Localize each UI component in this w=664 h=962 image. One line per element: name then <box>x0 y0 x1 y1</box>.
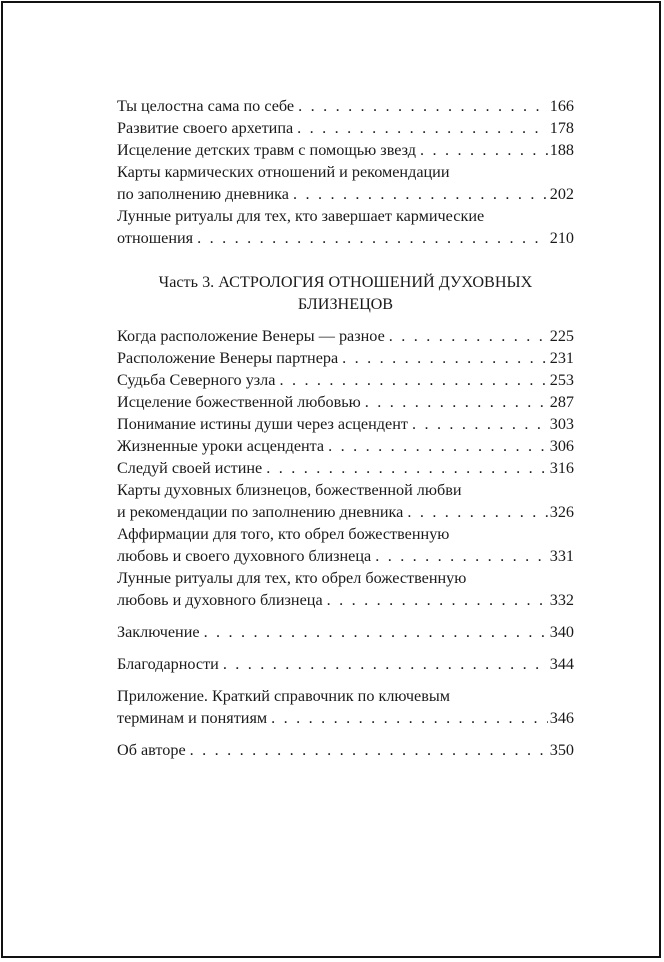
dot-leader <box>279 369 547 391</box>
toc-entry-title-line1: Приложение. Краткий справочник по ключевым <box>117 687 450 705</box>
toc-entry-conclusion[interactable] <box>117 621 574 643</box>
dot-leader <box>190 739 548 761</box>
toc-entry-page: 287 <box>549 393 574 411</box>
dot-leader <box>327 589 548 611</box>
toc-entry-title: Развитие своего архетипа <box>117 119 294 137</box>
toc-entry-title-line1: Лунные ритуалы для тех, кто завершает кармические <box>117 207 485 225</box>
dot-leader <box>407 501 547 523</box>
toc-entry-title-line2: и рекомендации по заполнению дневника <box>117 503 404 521</box>
section-heading[interactable] <box>117 271 574 315</box>
dot-leader <box>328 435 548 457</box>
toc-entry-appendix[interactable] <box>117 685 574 729</box>
toc-entry-page: 331 <box>549 547 574 565</box>
toc-entry[interactable] <box>117 347 574 369</box>
toc-entry-title: Следуй своей истине <box>117 459 263 477</box>
toc-entry-title: Судьба Северного узла <box>117 371 276 389</box>
toc-entry-title-line2: любовь и своего духовного близнеца <box>117 547 372 565</box>
toc-entry-title-line2: любовь и духовного близнеца <box>117 591 323 609</box>
toc-entry-page: 188 <box>549 141 574 159</box>
toc-entry-page: 253 <box>549 371 574 389</box>
toc-entry[interactable] <box>117 369 574 391</box>
toc-entry-page: 316 <box>549 459 574 477</box>
toc-entry-title-line2: отношения <box>117 229 194 247</box>
toc-entry-page: 306 <box>549 437 574 455</box>
toc-entry-page: 350 <box>549 741 574 759</box>
toc-entry-title: Расположение Венеры партнера <box>117 349 339 367</box>
toc-entry-title: Исцеление божественной любовью <box>117 393 361 411</box>
toc-entry-title-line1: Карты кармических отношений и рекомендации <box>117 163 450 181</box>
section-heading-line2: БЛИЗНЕЦОВ <box>297 295 394 313</box>
dot-leader <box>271 707 548 729</box>
toc-entry-title-line1: Аффирмации для того, кто обрел божественную <box>117 525 450 543</box>
toc-entry-page: 210 <box>549 229 574 247</box>
toc-entry-title-line2: по заполнению дневника <box>117 185 289 203</box>
dot-leader <box>389 325 548 347</box>
dot-leader <box>298 95 548 117</box>
toc-entry[interactable] <box>117 435 574 457</box>
toc-entry-title: Исцеление детских травм с помощью звезд <box>117 141 416 159</box>
book-page <box>1 1 661 958</box>
dot-leader <box>420 139 548 161</box>
toc-entry-acknowledgements[interactable] <box>117 653 574 675</box>
toc-entry-page: 346 <box>549 709 574 727</box>
toc-entry-page: 344 <box>549 655 574 673</box>
dot-leader <box>375 545 548 567</box>
toc-entry-title-line2: терминам и понятиям <box>117 709 268 727</box>
toc-entry-title: Понимание истины души через асцендент <box>117 415 408 433</box>
toc-entry-page: 326 <box>549 503 574 521</box>
toc-entry[interactable] <box>117 391 574 413</box>
toc-entry-page: 166 <box>549 97 574 115</box>
toc-entry[interactable] <box>117 205 574 249</box>
dot-leader <box>342 347 548 369</box>
dot-leader <box>266 457 547 479</box>
toc-entry-page: 202 <box>549 185 574 203</box>
toc-entry[interactable] <box>117 117 574 139</box>
toc-entry-page: 303 <box>549 415 574 433</box>
dot-leader <box>197 227 548 249</box>
dot-leader <box>365 391 548 413</box>
toc-entry[interactable] <box>117 95 574 117</box>
dot-leader <box>412 413 548 435</box>
toc-entry-title: Жизненные уроки асцендента <box>117 437 325 455</box>
toc-entry[interactable] <box>117 139 574 161</box>
table-of-contents <box>117 95 574 761</box>
dot-leader <box>223 653 548 675</box>
toc-entry-page: 332 <box>549 591 574 609</box>
toc-entry[interactable] <box>117 413 574 435</box>
toc-entry[interactable] <box>117 523 574 567</box>
toc-entry-page: 225 <box>549 327 574 345</box>
toc-entry[interactable] <box>117 325 574 347</box>
section-heading-line1: Часть 3. АСТРОЛОГИЯ ОТНОШЕНИЙ ДУХОВНЫХ <box>158 273 533 291</box>
dot-leader <box>293 183 548 205</box>
toc-entry-page: 340 <box>549 623 574 641</box>
toc-entry-title-line1: Лунные ритуалы для тех, кто обрел божественную <box>117 569 467 587</box>
toc-entry[interactable] <box>117 479 574 523</box>
toc-entry[interactable] <box>117 161 574 205</box>
toc-entry-title: Ты целостна сама по себе <box>117 97 295 115</box>
toc-entry-title: Заключение <box>117 623 200 641</box>
toc-entry-about-author[interactable] <box>117 739 574 761</box>
toc-entry-page: 178 <box>549 119 574 137</box>
toc-entry[interactable] <box>117 457 574 479</box>
toc-entry-title: Благодарности <box>117 655 219 673</box>
toc-entry-title: Об авторе <box>117 741 186 759</box>
toc-entry-title: Когда расположение Венеры — разное <box>117 327 385 345</box>
dot-leader <box>204 621 548 643</box>
toc-entry-page: 231 <box>549 349 574 367</box>
toc-entry[interactable] <box>117 567 574 611</box>
toc-entry-title-line1: Карты духовных близнецов, божественной любви <box>117 481 462 499</box>
dot-leader <box>297 117 548 139</box>
